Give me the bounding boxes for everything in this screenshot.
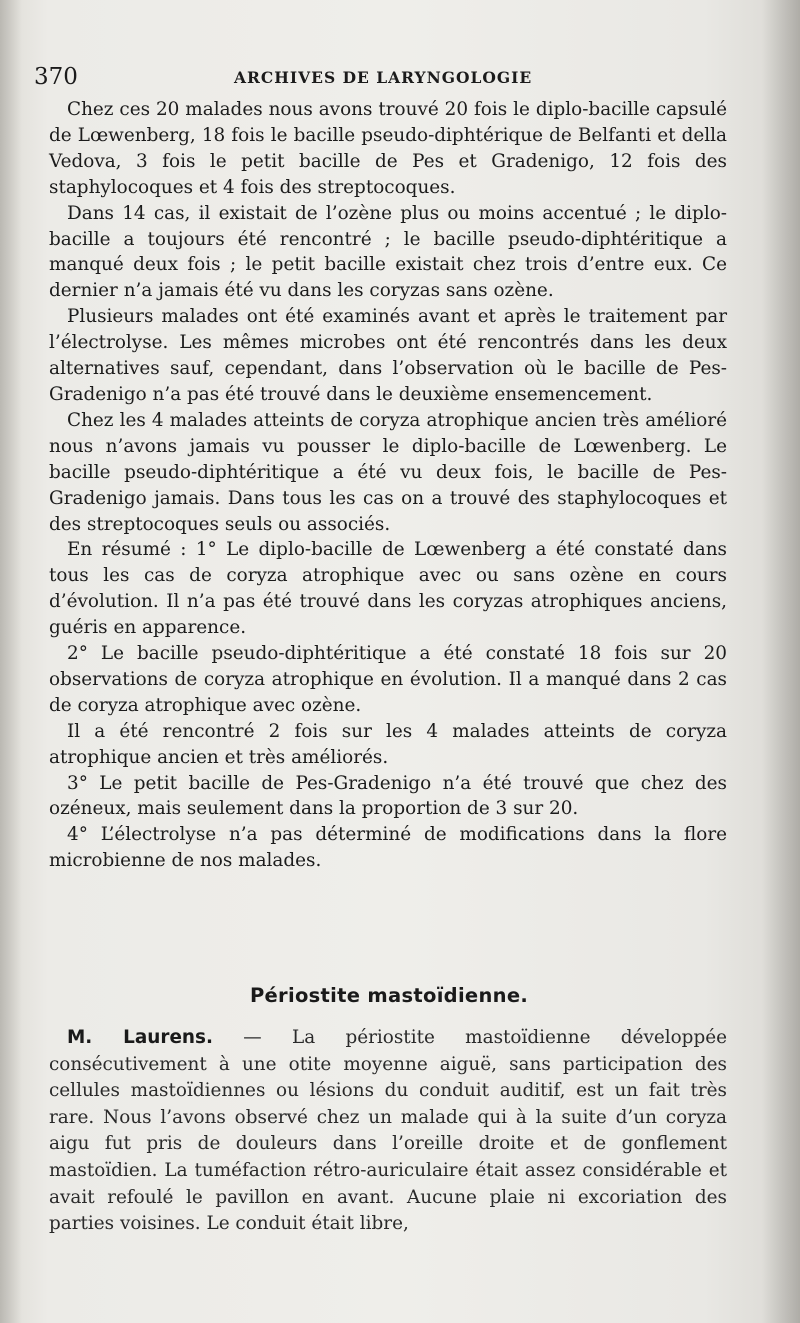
paragraph: Plusieurs malades ont été examinés avant et après le traitement par l’électrolyse. Les mêmes microbes ont été rencontrés dans les deux alternatives sauf, cependant, dans l’observation où le bacille de Pes-Gradenigo n’a pas été trouvé dans le deuxième ensemencement.: [49, 306, 727, 405]
paragraph: Dans 14 cas, il existait de l’ozène plus ou moins accentué ; le diplo-bacille a toujours été rencontré ; le bacille pseudo-diphtéritique a manqué deux fois ; le petit bacille existait chez trois d’entre eux. Ce dernier n’a jamais été vu dans les coryzas sans ozène.: [49, 202, 727, 302]
paragraph: Chez les 4 malades atteints de coryza atrophique ancien très amélioré nous n’avons jamais vu pousser le diplo-bacille de Lœwenberg. Le bacille pseudo-diphtéritique a été vu deux fois, le bacille de Pes-Gradenigo jamais. Dans tous les cas on a trouvé des staphylocoques et des streptocoques seuls ou associés.: [49, 409, 727, 535]
section-text: [49, 1025, 727, 1238]
page-gutter-shadow: [0, 0, 22, 1323]
main-text: [49, 97, 727, 874]
author-name: M. Laurens.: [67, 1027, 213, 1048]
page-edge-shadow: [762, 0, 800, 1323]
paragraph: 3° Le petit bacille de Pes-Gradenigo n’a été trouvé que chez des ozéneux, mais seulement dans la proportion de 3 sur 20.: [49, 772, 727, 820]
section-title: Périostite mastoïdienne.: [249, 984, 529, 1007]
paragraph: Chez ces 20 malades nous avons trouvé 20 fois le diplo-bacille capsulé de Lœwenberg, 18 fois le bacille pseudo-diphtérique de Belfanti et della Vedova, 3 fois le petit bacille de Pes et Gradenigo, 12 fois des staphylocoques et 4 fois des streptocoques.: [49, 99, 727, 198]
paragraph: 4° L’électrolyse n’a pas déterminé de modifications dans la flore microbienne de nos malades.: [49, 824, 727, 872]
paragraph: En résumé : 1° Le diplo-bacille de Lœwenberg a été constaté dans tous les cas de coryza atrophique avec ou sans ozène en cours d’évolution. Il n’a pas été trouvé dans les coryzas atrophiques anciens, guéris en apparence.: [49, 539, 727, 639]
running-head: ARCHIVES DE LARYNGOLOGIE: [234, 68, 533, 87]
paragraph: 2° Le bacille pseudo-diphtéritique a été constaté 18 fois sur 20 observations de coryza atrophique en évolution. Il a manqué dans 2 cas de coryza atrophique avec ozène.: [49, 643, 727, 716]
paragraph: Il a été rencontré 2 fois sur les 4 malades atteints de coryza atrophique ancien et très améliorés.: [49, 720, 727, 768]
section-paragraph: [49, 1025, 727, 1238]
page-header: [34, 64, 734, 96]
page-number: 370: [34, 64, 78, 90]
section-paragraph-text: — La périostite mastoïdienne développée consécutivement à une otite moyenne aiguë, sans participation des cellules mastoïdiennes ou lésions du conduit auditif, est un fait très rare. Nous l’avons observé chez un malade qui à la suite d’un coryza aigu fut pris de douleurs dans l’oreille droite et de gonflement mastoïdien. La tuméfaction rétro-auriculaire était assez considérable et avait refoulé le pavillon en avant. Aucune plaie ni excoriation des parties voisines. Le conduit était libre,: [49, 1027, 727, 1235]
